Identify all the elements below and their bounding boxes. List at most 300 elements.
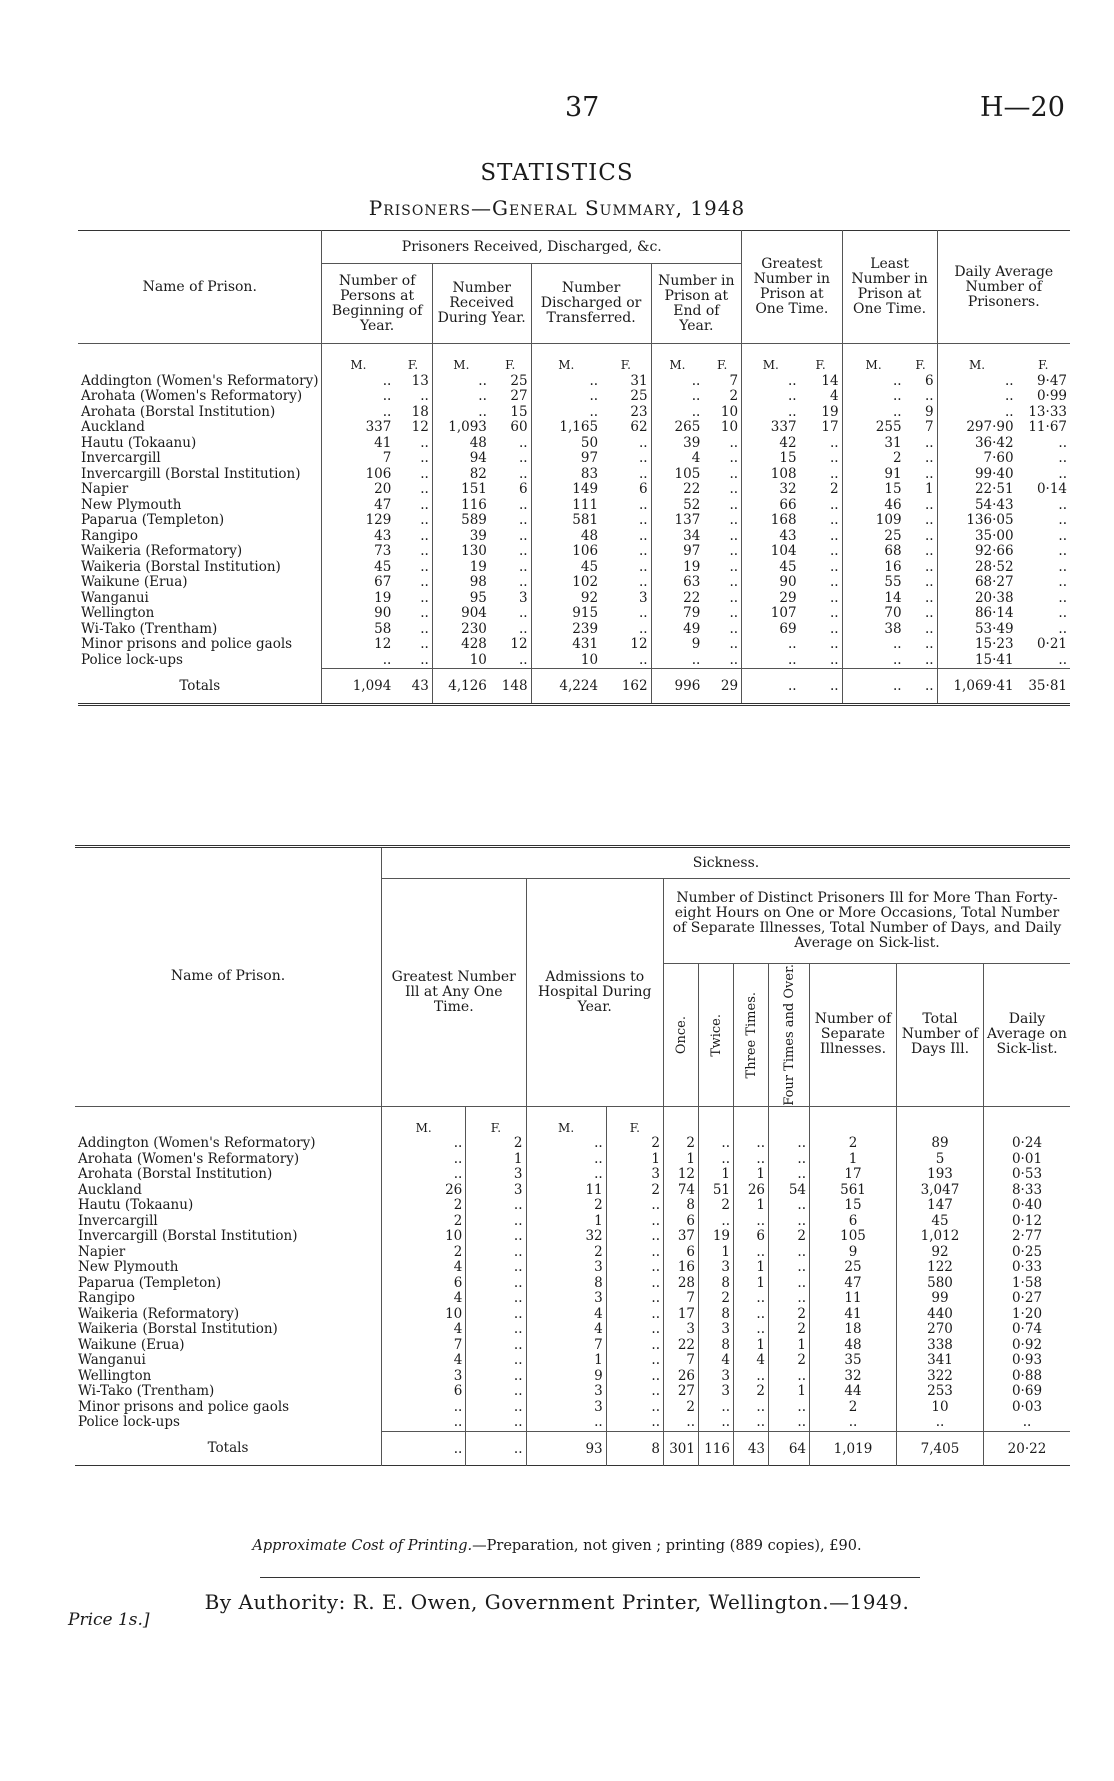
table-cell: 43	[779, 527, 797, 544]
table-cell: ..	[394, 451, 432, 467]
table-cell: 15	[490, 405, 531, 421]
table-cell: 3	[382, 1369, 466, 1385]
table-cell: 1	[466, 1152, 526, 1168]
totals-cell: 4,126	[432, 669, 490, 705]
table-cell: ..	[1058, 558, 1067, 575]
table-cell: ..	[892, 636, 902, 652]
table-cell: ..	[800, 436, 843, 452]
table-cell: ..	[382, 1167, 466, 1183]
table-cell: 4	[382, 1260, 466, 1276]
table-cell: 22	[683, 481, 701, 497]
table-cell: 239	[572, 620, 599, 637]
table-cell: 70	[884, 605, 902, 621]
table-cell: ..	[691, 403, 701, 420]
table-cell: ..	[466, 1307, 526, 1323]
table-cell: ..	[787, 651, 797, 668]
table-cell: 92	[897, 1245, 984, 1261]
prison-name: Invercargill (Borstal Institution)	[78, 467, 322, 483]
greatest-header: Greatest Number in Prison at One Time.	[742, 231, 843, 344]
table-cell: 2	[800, 482, 843, 498]
female-label: F.	[394, 344, 432, 374]
table-cell: ..	[394, 606, 432, 622]
table-cell: 19	[800, 405, 843, 421]
table-row	[78, 653, 1070, 669]
table-row	[75, 1214, 1070, 1230]
table-cell: 45	[374, 558, 392, 575]
table-cell: 18	[810, 1322, 897, 1338]
table-cell: 98	[469, 574, 487, 590]
table-cell: 3	[526, 1384, 606, 1400]
table-cell: ..	[394, 622, 432, 638]
table-cell: ..	[1022, 1414, 1032, 1431]
table-cell: 32	[810, 1369, 897, 1385]
table-cell: ..	[769, 1136, 810, 1152]
table-cell: 0·24	[1011, 1135, 1043, 1152]
table-cell: 17	[800, 420, 843, 436]
prison-name: Police lock-ups	[75, 1415, 382, 1431]
table-cell: 337	[365, 419, 392, 435]
table-cell: ..	[601, 498, 651, 514]
table-cell: ..	[769, 1152, 810, 1168]
table-cell: ..	[1058, 543, 1067, 559]
table-cell: 2	[769, 1322, 810, 1338]
table-cell: 50	[580, 434, 599, 451]
table-cell: 68·27	[974, 574, 1014, 590]
table-cell: 86·14	[974, 605, 1014, 621]
table-cell: 10	[703, 405, 741, 421]
totals-label: Totals	[78, 669, 322, 705]
page-title: STATISTICS	[480, 160, 634, 186]
table-cell: 8	[699, 1307, 734, 1323]
table-cell: ..	[664, 1415, 699, 1431]
prison-name: Waikeria (Reformatory)	[78, 544, 322, 560]
table-cell: 45	[580, 558, 599, 575]
table-cell: 2	[606, 1136, 663, 1152]
table-cell: 0·74	[1011, 1321, 1043, 1338]
table-cell: ..	[606, 1415, 663, 1431]
table-cell: ..	[466, 1415, 526, 1431]
female-label: F.	[606, 1106, 663, 1136]
table-cell: 1	[734, 1260, 769, 1276]
totals-cell: 7,405	[897, 1431, 984, 1466]
table-cell: 109	[875, 512, 902, 528]
table-cell: 68	[884, 543, 902, 559]
table-cell: 915	[572, 605, 599, 621]
table-cell: ..	[769, 1260, 810, 1276]
totals-cell: ..	[842, 669, 904, 705]
table-cell: ..	[382, 1415, 466, 1431]
table-cell: ..	[601, 513, 651, 529]
table-cell: 3	[699, 1322, 734, 1338]
table-cell: 17	[664, 1307, 699, 1323]
table-row	[75, 1384, 1070, 1400]
table-cell: 0·01	[1011, 1150, 1043, 1167]
table-cell: ..	[466, 1229, 526, 1245]
table-cell: ..	[601, 544, 651, 560]
table-cell: ..	[892, 651, 902, 668]
table-cell: ..	[490, 498, 531, 514]
female-label: F.	[800, 344, 843, 374]
table-cell: ..	[478, 403, 487, 420]
table-cell: 7	[382, 1338, 466, 1354]
table-row	[78, 560, 1070, 576]
table-cell: 4	[699, 1353, 734, 1369]
prison-name: Wi-Tako (Trentham)	[78, 622, 322, 638]
table-row	[78, 513, 1070, 529]
table-cell: ..	[1058, 605, 1067, 621]
table-row	[75, 1260, 1070, 1276]
male-label: M.	[762, 358, 779, 372]
table-cell: 581	[572, 512, 599, 528]
table-cell: ..	[466, 1276, 526, 1292]
table-cell: ..	[394, 544, 432, 560]
male-label: M.	[382, 1106, 466, 1136]
mf-blank	[734, 1106, 769, 1136]
table-cell: 99	[897, 1291, 984, 1307]
table-cell: ..	[703, 498, 741, 514]
table-cell: ..	[703, 591, 741, 607]
mf-blank	[78, 344, 322, 374]
table-cell: ..	[466, 1322, 526, 1338]
table-cell: ..	[734, 1322, 769, 1338]
distinct-header: Number of Distinct Prisoners Ill for More Than Forty-eight Hours on One or More Occasions, Total Number of Separate Illnesses, Total Number of Days, and Daily Average on Sick-list.	[664, 879, 1071, 964]
table-cell: 15	[810, 1198, 897, 1214]
price-label: Price 1s.]	[68, 1610, 150, 1630]
table-cell: 92	[580, 589, 599, 606]
table-cell: ..	[897, 1415, 984, 1431]
table-cell: ..	[691, 372, 701, 389]
table-cell: ..	[490, 575, 531, 591]
prison-name: Waikeria (Borstal Institution)	[78, 560, 322, 576]
table-cell: 7	[703, 374, 741, 390]
table-cell: 2	[382, 1214, 466, 1230]
totals-cell: ..	[905, 669, 937, 705]
daily-average-header: Daily Average Number of Prisoners.	[954, 263, 1054, 310]
table-cell: 6	[810, 1214, 897, 1230]
totals-row	[78, 669, 1070, 705]
male-label: M.	[350, 358, 367, 372]
table-cell: ..	[606, 1400, 663, 1416]
table-cell: 19	[374, 589, 392, 606]
table-cell: 6	[382, 1384, 466, 1400]
table-cell: ..	[734, 1214, 769, 1230]
received-group-header: Prisoners Received, Discharged, &c.	[322, 231, 742, 264]
table-cell: 9·47	[1036, 372, 1067, 389]
table-cell: 51	[699, 1183, 734, 1199]
table-cell: 0·92	[1011, 1336, 1043, 1353]
table-cell: 13	[394, 374, 432, 390]
table-cell: 2	[699, 1198, 734, 1214]
table-cell: 12	[374, 636, 392, 652]
table-cell: 8	[699, 1276, 734, 1292]
table-cell: 74	[664, 1183, 699, 1199]
table-row	[75, 1245, 1070, 1261]
table-cell: ..	[466, 1291, 526, 1307]
table-cell: ..	[800, 451, 843, 467]
table-row	[75, 1369, 1070, 1385]
table-cell: ..	[601, 451, 651, 467]
table-cell: ..	[526, 1152, 606, 1168]
table-cell: ..	[606, 1322, 663, 1338]
female-label: F.	[601, 344, 651, 374]
table-row	[75, 1276, 1070, 1292]
table-cell: 270	[897, 1322, 984, 1338]
table-cell: ..	[601, 653, 651, 669]
table-cell: 2	[810, 1136, 897, 1152]
prison-name: Rangipo	[78, 529, 322, 545]
table-cell: 19	[469, 558, 487, 575]
end-header: Number in Prison at End of Year.	[651, 264, 741, 344]
table-cell: ..	[703, 637, 741, 653]
table-cell: ..	[787, 403, 797, 420]
table-cell: 0·21	[1036, 636, 1067, 652]
table-cell: ..	[382, 403, 392, 420]
totals-label: Totals	[75, 1431, 382, 1466]
table-cell: 1	[734, 1167, 769, 1183]
table-cell: 22	[683, 589, 701, 606]
table-cell: 22·51	[974, 481, 1014, 497]
female-label: F.	[703, 344, 741, 374]
table-cell: ..	[601, 622, 651, 638]
table-cell: ..	[734, 1307, 769, 1323]
table-cell: 47	[374, 496, 392, 513]
table-row	[78, 436, 1070, 452]
table-row	[78, 405, 1070, 421]
table-row	[75, 1152, 1070, 1168]
table-cell: ..	[490, 513, 531, 529]
table-cell: 105	[674, 465, 701, 482]
table-cell: ..	[734, 1152, 769, 1168]
table-cell: 3	[664, 1322, 699, 1338]
table-cell: 5	[897, 1152, 984, 1168]
prison-name: Napier	[78, 482, 322, 498]
table-cell: 0·33	[1011, 1259, 1043, 1276]
table-cell: 91	[884, 465, 902, 482]
table-cell: ..	[699, 1415, 734, 1431]
table-cell: 3	[526, 1260, 606, 1276]
sickness-table	[75, 845, 1070, 1466]
table-cell: 2	[892, 450, 902, 466]
table-cell: 104	[770, 543, 797, 559]
table-cell: ..	[589, 388, 599, 404]
table-cell: 73	[374, 543, 392, 559]
table-cell: 106	[365, 465, 392, 482]
three-times-header: Three Times.	[743, 991, 759, 1079]
table-cell: 3	[606, 1167, 663, 1183]
totals-cell: ..	[466, 1431, 526, 1466]
table-cell: 0·93	[1011, 1352, 1043, 1369]
table-cell: 1·20	[1011, 1305, 1043, 1322]
table-cell: 428	[461, 636, 487, 652]
table-row	[78, 482, 1070, 498]
table-cell: 2	[664, 1136, 699, 1152]
prison-name: New Plymouth	[78, 498, 322, 514]
table-cell: ..	[703, 606, 741, 622]
table-cell: 168	[770, 512, 797, 528]
table-cell: ..	[703, 467, 741, 483]
table-cell: 151	[461, 481, 487, 497]
table-cell: 12	[394, 420, 432, 436]
table-cell: 193	[897, 1167, 984, 1183]
table-cell: ..	[490, 653, 531, 669]
table-cell: 10	[382, 1229, 466, 1245]
prison-name: Rangipo	[75, 1291, 382, 1307]
table-cell: 52	[683, 496, 701, 513]
table-cell: ..	[703, 513, 741, 529]
table-cell: 27	[664, 1384, 699, 1400]
prison-name: Paparua (Templeton)	[75, 1276, 382, 1292]
totals-cell: 1,019	[810, 1431, 897, 1466]
table-row	[78, 637, 1070, 653]
mf-blank	[984, 1106, 1071, 1136]
table-cell: ..	[382, 372, 392, 389]
prison-name: Arohata (Borstal Institution)	[75, 1167, 382, 1183]
table-cell: 338	[897, 1338, 984, 1354]
table-cell: ..	[734, 1245, 769, 1261]
name-header-2: Name of Prison.	[75, 847, 382, 1107]
table-cell: 2·77	[1011, 1228, 1043, 1245]
table-row	[75, 1291, 1070, 1307]
table-cell: 58	[374, 620, 392, 637]
table-row	[78, 606, 1070, 622]
table-cell: 63	[683, 574, 701, 590]
table-row	[78, 498, 1070, 514]
table-cell: ..	[526, 1415, 606, 1431]
totals-cell: 1,069·41	[937, 669, 1017, 705]
received-header: Number Received During Year.	[432, 264, 531, 344]
table-cell: ..	[601, 606, 651, 622]
table-cell: 39	[683, 434, 701, 451]
table-cell: 16	[664, 1260, 699, 1276]
table-cell: 6	[734, 1229, 769, 1245]
table-cell: ..	[382, 1152, 466, 1168]
table-cell: 1	[734, 1276, 769, 1292]
table-cell: ..	[905, 498, 937, 514]
prison-name: Auckland	[78, 420, 322, 436]
table-cell: ..	[892, 388, 902, 404]
table-cell: 6	[905, 374, 937, 390]
totals-cell: ..	[382, 1431, 466, 1466]
table-cell: ..	[1005, 403, 1014, 420]
table-cell: 46	[884, 496, 902, 513]
female-label: F.	[905, 344, 937, 374]
table-cell: ..	[1058, 434, 1067, 451]
table-cell: 49	[683, 620, 701, 637]
discharged-header: Number Discharged or Transferred.	[531, 264, 651, 344]
table-cell: ..	[466, 1260, 526, 1276]
table-cell: ..	[800, 529, 843, 545]
table-cell: ..	[699, 1400, 734, 1416]
table-cell: ..	[382, 1400, 466, 1416]
table-cell: 10	[703, 420, 741, 436]
table-cell: 3,047	[897, 1183, 984, 1199]
table-cell: 8	[526, 1276, 606, 1292]
table-cell: ..	[606, 1353, 663, 1369]
female-label: F.	[490, 344, 531, 374]
table-cell: 4	[800, 389, 843, 405]
table-cell: 341	[897, 1353, 984, 1369]
table-cell: ..	[490, 622, 531, 638]
table-cell: 11	[526, 1183, 606, 1199]
table-cell: 6	[601, 482, 651, 498]
admissions-header: Admissions to Hospital During Year.	[526, 879, 663, 1107]
table-cell: ..	[769, 1291, 810, 1307]
table-cell: ..	[905, 606, 937, 622]
table-cell: 8	[664, 1198, 699, 1214]
table-cell: 10	[897, 1400, 984, 1416]
totals-cell: 162	[601, 669, 651, 705]
table-cell: ..	[394, 482, 432, 498]
table-cell: ..	[601, 575, 651, 591]
table-cell: 25	[490, 374, 531, 390]
table-cell: ..	[703, 544, 741, 560]
table-cell: 1,012	[897, 1229, 984, 1245]
table-cell: 10	[382, 1307, 466, 1323]
table-cell: ..	[703, 451, 741, 467]
table-cell: ..	[1005, 388, 1014, 404]
table-cell: 116	[461, 496, 487, 513]
footer-rule	[260, 1577, 920, 1578]
prison-name: Wellington	[75, 1369, 382, 1385]
name-header: Name of Prison.	[78, 231, 322, 344]
table-cell: 90	[374, 605, 392, 621]
printing-cost-label: Approximate Cost of Printing.	[252, 1538, 473, 1554]
table-cell: ..	[703, 622, 741, 638]
table-cell: 136·05	[966, 512, 1014, 528]
table-cell: 4	[382, 1322, 466, 1338]
table-cell: ..	[905, 637, 937, 653]
table-cell: 69	[779, 620, 797, 637]
table-cell: 6	[664, 1245, 699, 1261]
prison-name: Police lock-ups	[78, 653, 322, 669]
totals-cell: 116	[699, 1431, 734, 1466]
table-cell: 11	[810, 1291, 897, 1307]
table-cell: 4	[526, 1307, 606, 1323]
table-row	[78, 389, 1070, 405]
table-cell: 94	[469, 450, 487, 466]
daily-average-sick-header: Daily Average on Sick-list.	[987, 1011, 1067, 1058]
table-row	[75, 1136, 1070, 1152]
totals-cell: ..	[800, 669, 843, 705]
table-cell: ..	[1058, 465, 1067, 482]
table-cell: 6	[382, 1276, 466, 1292]
table-cell: ..	[800, 591, 843, 607]
totals-cell: 93	[526, 1431, 606, 1466]
table-cell: 322	[897, 1369, 984, 1385]
table-cell: 12	[664, 1167, 699, 1183]
table-cell: ..	[734, 1369, 769, 1385]
table-cell: 2	[526, 1245, 606, 1261]
table-cell: 0·27	[1011, 1290, 1043, 1307]
table-cell: ..	[394, 575, 432, 591]
table-cell: 6	[664, 1214, 699, 1230]
table-cell: ..	[905, 575, 937, 591]
table-cell: ..	[800, 544, 843, 560]
beginning-header: Number of Persons at Beginning of Year.	[322, 264, 432, 344]
table-cell: ..	[606, 1245, 663, 1261]
table-cell: ..	[769, 1400, 810, 1416]
table-cell: 9	[526, 1369, 606, 1385]
table-cell: 0·53	[1011, 1166, 1043, 1183]
page-number: 37	[565, 92, 600, 123]
table-cell: 39	[469, 527, 487, 544]
table-cell: ..	[800, 653, 843, 669]
table-cell: 130	[461, 543, 487, 559]
totals-cell: 148	[490, 669, 531, 705]
table-cell: ..	[478, 388, 487, 404]
table-cell: ..	[466, 1353, 526, 1369]
table-cell: 0·69	[1011, 1383, 1043, 1400]
